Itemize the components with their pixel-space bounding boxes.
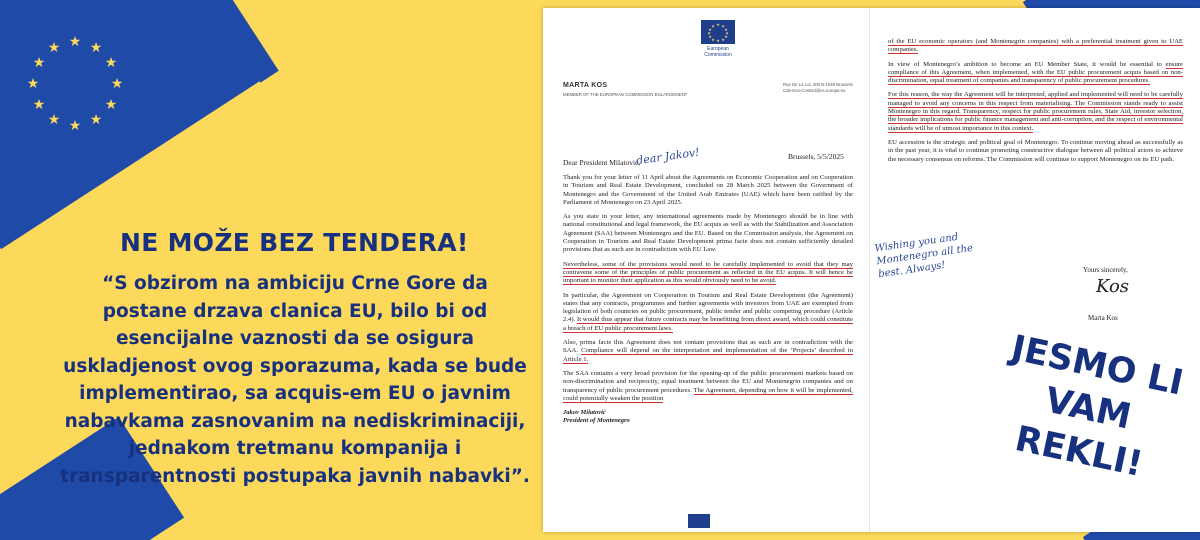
signature-mark: Kos xyxy=(1096,276,1130,297)
handwritten-greeting: dear Jakov! xyxy=(635,145,701,168)
underlined-text: The Agreement, depending on how it will be implemented, could potentially weaken the position xyxy=(563,386,853,402)
underlined-text: Compliance will depend on the interpretation and implementation of the ‘Projects’ described in Article 1. xyxy=(563,347,854,363)
logo-text: European Commission xyxy=(704,46,732,58)
svg-text:★: ★ xyxy=(721,37,725,42)
handwritten-note: Wishing you and Montenegro all the best. Always! xyxy=(874,231,974,281)
paragraph-highlighted xyxy=(888,38,1183,55)
svg-text:★: ★ xyxy=(716,22,720,27)
underlined-text: It would thus appear that future contracts may be benefitting from direct award, which could constitute a breach of EU public procurement laws. xyxy=(563,316,854,332)
paragraph: EU accession is the strategic and political goal of Montenegro. To continue moving ahead as successfully as in the past year, it is vital to continue promoting constructive dialogue between all political actors to achieve the necessary consensus on reforms. The Commission will continue to support Montenegro on its EU path. xyxy=(888,138,1183,163)
letter-date: Brussels, 5/5/2025 xyxy=(788,152,844,161)
svg-text:★: ★ xyxy=(89,112,103,128)
closing: Yours sincerely, xyxy=(1083,266,1128,274)
underlined-text: Nevertheless, some of the provisions would need to be carefully implemented to avoid that they may contravene some of the principles of public procurement as reflected in the EU acquis. It will hence be important to monitor their application as this would obviously need to be avoid. xyxy=(563,260,853,285)
paragraph: As you state in your letter, any international agreements made by Montenegro should be in line with national constitutional and legal framework, the EU acquis as well as with the Stabilization and Association Agreement (SAA) between Montenegro and the EU. Based on the Commission analysis, the Agreement on Cooperation in Tourism and Real Estate Development prima facie does not contain sufficiently detailed provisions that as such are in contradiction with EU Law. xyxy=(563,213,853,254)
recipient-name: Jakov Milatović xyxy=(563,409,606,417)
sender-address: Rue De La Loi, 200 B-1049 Brussels Cab-Kos-Contact@ec.europa.eu xyxy=(783,82,853,93)
european-commission-logo xyxy=(695,20,741,58)
svg-text:★: ★ xyxy=(711,23,715,29)
svg-text:★: ★ xyxy=(32,55,46,71)
paragraph xyxy=(563,370,853,403)
underlined-text: of the EU economic operators (and Montenegrin companies) with a preferential treatment given to UAE companies. xyxy=(888,38,1183,54)
svg-text:★: ★ xyxy=(724,27,728,32)
svg-text:★: ★ xyxy=(725,30,729,36)
footer-eu-flag-icon xyxy=(688,514,710,528)
eu-flag-icon xyxy=(701,20,735,44)
svg-text:★: ★ xyxy=(104,55,118,71)
eu-stars-icon xyxy=(20,28,130,138)
paragraph-text: The SAA contains a very broad provision for the opening-up of the public procurement markets based on non-discrimination and reciprocity, equal treatment between the EU and Montenegrin companies and on transparency of public procurement procedures. xyxy=(563,369,853,394)
salutation: Dear President Milatović, xyxy=(563,158,641,167)
paragraph-highlighted xyxy=(888,91,1183,132)
quote-text: “S obzirom na ambiciju Crne Gore da postane drzava clanica EU, bilo bi od esencijalne vaznosti da se osigura uskladjenost ovog sporazuma, kada se bude implementirao, sa acquis-em EU o javnim nabavkama zasnovanim na nediskriminaciji, jednakom tretmanu kompanija i transparentnosti postupaka javnih nabavki”. xyxy=(60,273,530,487)
svg-text:★: ★ xyxy=(26,76,40,92)
column-divider xyxy=(869,8,870,532)
svg-text:★: ★ xyxy=(47,112,61,128)
svg-text:★: ★ xyxy=(708,34,712,39)
svg-text:★: ★ xyxy=(32,97,46,113)
paragraph-text: In view of Montenegro’s ambition to become an EU Member State, it would be essential to xyxy=(888,60,1162,68)
svg-text:★: ★ xyxy=(724,34,728,39)
paragraph xyxy=(563,339,853,364)
underlined-text: ensure compliance of this Agreement, when implemented, with the EU public procurement acquis based on non-discrimination, equal treatment of companies and transparency of public procurement procedures. xyxy=(888,60,1184,85)
svg-text:★: ★ xyxy=(721,23,725,29)
sender-role: MEMBER OF THE EUROPEAN COMMISSION ENLARGEMENT xyxy=(563,92,688,97)
paragraph xyxy=(888,61,1183,86)
letter-left-column xyxy=(563,174,853,425)
callout-text: JESMO LI VAM REKLI! xyxy=(1007,328,1187,486)
paragraph-text: Also, prima facie this Agreement does not contain provisions that as such are in contradiction with the SAA. xyxy=(563,339,853,355)
svg-text:★: ★ xyxy=(104,97,118,113)
svg-text:★: ★ xyxy=(68,118,82,134)
svg-text:★: ★ xyxy=(708,27,712,32)
sender-name: MARTA KOS xyxy=(563,82,608,89)
svg-text:★: ★ xyxy=(89,40,103,56)
headline: NE MOŽE BEZ TENDERA! xyxy=(120,228,469,257)
svg-text:★: ★ xyxy=(68,34,82,50)
svg-text:★: ★ xyxy=(110,76,124,92)
signer-name: Marta Kos xyxy=(1088,314,1118,322)
paragraph: Thank you for your letter of 11 April about the Agreements on Economic Cooperation and on Cooperation in Tourism and Real Estate Development, concluded on 28 March 2025 between the Government of Montenegro and the Government of the United Arab Emirates (UAE) which have been ratified by the Parliament of Montenegro on 23 April 2025. xyxy=(563,174,853,206)
svg-text:★: ★ xyxy=(47,40,61,56)
sender-block xyxy=(563,82,713,98)
svg-text:★: ★ xyxy=(716,38,720,43)
paragraph-text: In particular, the Agreement on Cooperation in Tourism and Real Estate Development (the Agreement) states that any contracts, programmes and further agreements with investors from UAE are exempted from legislation of both countries on public procurement, public tender and public competing procedure (Article 2.4). xyxy=(563,291,853,324)
svg-text:★: ★ xyxy=(707,30,711,36)
paragraph-highlighted xyxy=(563,261,853,286)
svg-text:★: ★ xyxy=(711,37,715,42)
recipient-title: President of Montenegro xyxy=(563,417,630,425)
underlined-text: For this reason, the way the Agreement will be interpreted, applied and implemented will need to be carefully managed to avoid any concerns in this respect from materialising. The Commission stands ready to assist Montenegro in this regard. Transparency, respect for public procurement rules, State Aid, investor selection, the broader implications for public finance management and anti-corruption, and the respect of environmental standards will be of utmost importance in this context. xyxy=(888,91,1183,132)
paragraph xyxy=(563,292,853,333)
letter-right-column xyxy=(888,38,1183,170)
